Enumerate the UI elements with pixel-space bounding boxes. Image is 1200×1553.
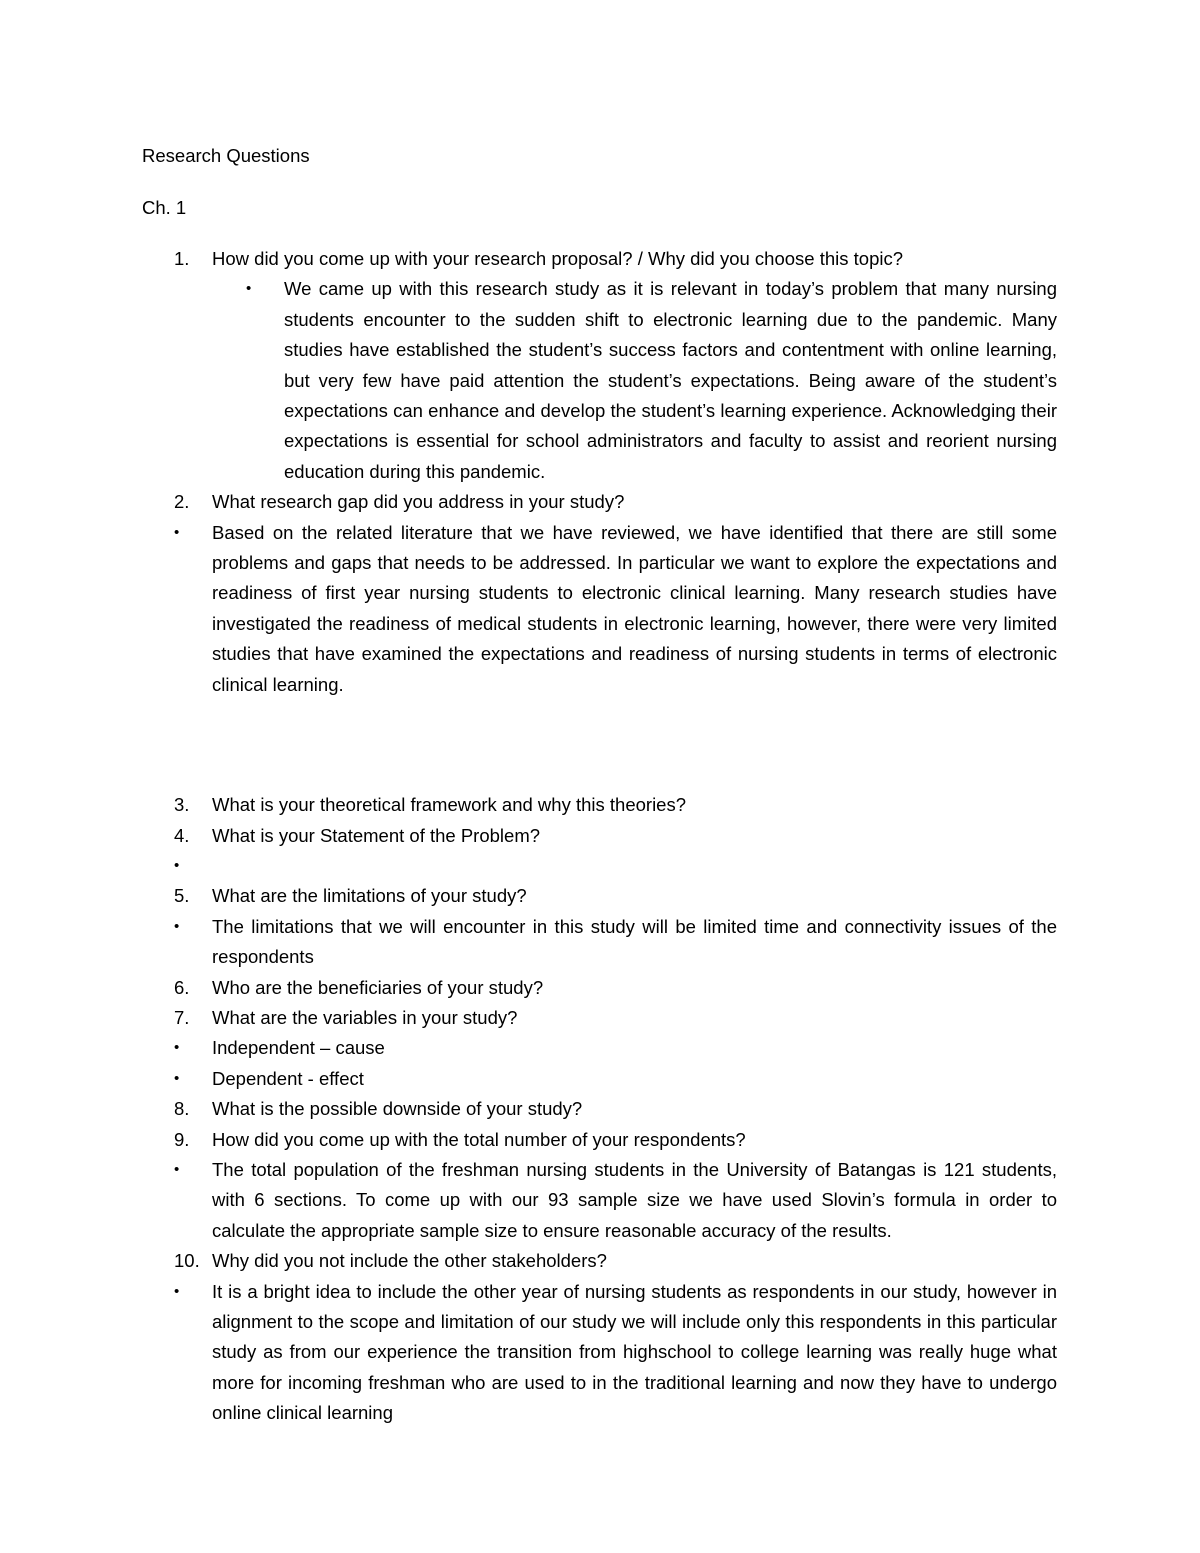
question-number: 6. [174,976,190,998]
answer-item [0,274,1200,487]
blank-space [0,700,1200,790]
answer-item [0,1064,1200,1094]
question-item [0,1094,1200,1124]
answer-item [0,1277,1200,1429]
question-text: What is the possible downside of your study? [212,1098,583,1120]
question-text: Why did you not include the other stakeholders? [212,1250,607,1272]
question-item [0,973,1200,1003]
answer-text: Independent – cause [212,1037,385,1059]
question-item [0,1125,1200,1155]
question-item [0,487,1200,517]
question-item [0,881,1200,911]
answer-text: It is a bright idea to include the other year of nursing students as respondents in our study, however in alignment to the scope and limitation of our study we will include only this respondents in this particular study as from our experience the transition from highschool to college learning was really huge what more for incoming freshman who are used to in the traditional learning and now they have to undergo online clinical learning [212,1280,1057,1424]
bullet-icon: • [174,1069,180,1087]
bullet-icon: • [174,523,180,541]
question-number: 3. [174,794,190,816]
answer-text: We came up with this research study as it is relevant in today’s problem that many nursing students encounter to the sudden shift to electronic learning due to the pandemic. Many studies have established the student’s success factors and contentment with online learning, but very few have paid attention the student’s expectations. Being aware of the student’s expectations can enhance and develop the student’s learning experience. Acknowledging their expectations is essential for school administrators and faculty to assist and reorient nursing education during this pandemic. [284,278,1057,482]
document-title: Research Questions [142,145,310,166]
question-item [0,821,1200,851]
question-text: How did you come up with the total number of your respondents? [212,1128,746,1150]
answer-item [0,851,1200,881]
answer-item [0,1033,1200,1063]
question-number: 8. [174,1098,190,1120]
question-text: What are the limitations of your study? [212,885,527,907]
question-number: 5. [174,885,190,907]
bullet-icon: • [174,917,180,935]
question-number: 7. [174,1006,190,1028]
question-item [0,790,1200,820]
question-text: What is your Statement of the Problem? [212,824,541,846]
answer-text: The total population of the freshman nursing students in the University of Batangas is 121 students, with 6 sections. To come up with our 93 sample size we have used Slovin’s formula in order to calculate the appropriate sample size to ensure reasonable accuracy of the results. [212,1158,1057,1241]
chapter-heading: Ch. 1 [142,197,187,218]
question-number: 10. [174,1250,200,1272]
question-item [0,244,1200,274]
question-list [0,244,1200,1429]
bullet-icon: • [174,856,180,874]
question-text: What research gap did you address in your study? [212,491,625,513]
question-number: 1. [174,248,190,269]
question-number: 9. [174,1128,190,1150]
question-text: What are the variables in your study? [212,1006,518,1028]
bullet-icon: • [174,1282,180,1300]
bullet-icon: • [246,280,252,298]
answer-text: Based on the related literature that we have reviewed, we have identified that there are still some problems and gaps that needs to be addressed. In particular we want to explore the expectations and readiness of first year nursing students to electronic clinical learning. Many research studies have investigated the readiness of medical students in electronic learning, however, there were very limited studies that have examined the expectations and readiness of nursing students in terms of electronic clinical learning. [212,521,1057,695]
answer-item [0,518,1200,700]
answer-item [0,912,1200,973]
question-number: 2. [174,491,190,513]
question-item [0,1246,1200,1276]
bullet-icon: • [174,1160,180,1178]
question-item [0,1003,1200,1033]
answer-text: Dependent - effect [212,1067,364,1089]
question-text: Who are the beneficiaries of your study? [212,976,544,998]
answer-item [0,1155,1200,1246]
question-text: How did you come up with your research proposal? / Why did you choose this topic? [212,248,904,269]
question-text: What is your theoretical framework and why this theories? [212,794,687,816]
question-number: 4. [174,824,190,846]
bullet-icon: • [174,1039,180,1057]
answer-text: The limitations that we will encounter in this study will be limited time and connectivity issues of the respondents [212,915,1057,968]
